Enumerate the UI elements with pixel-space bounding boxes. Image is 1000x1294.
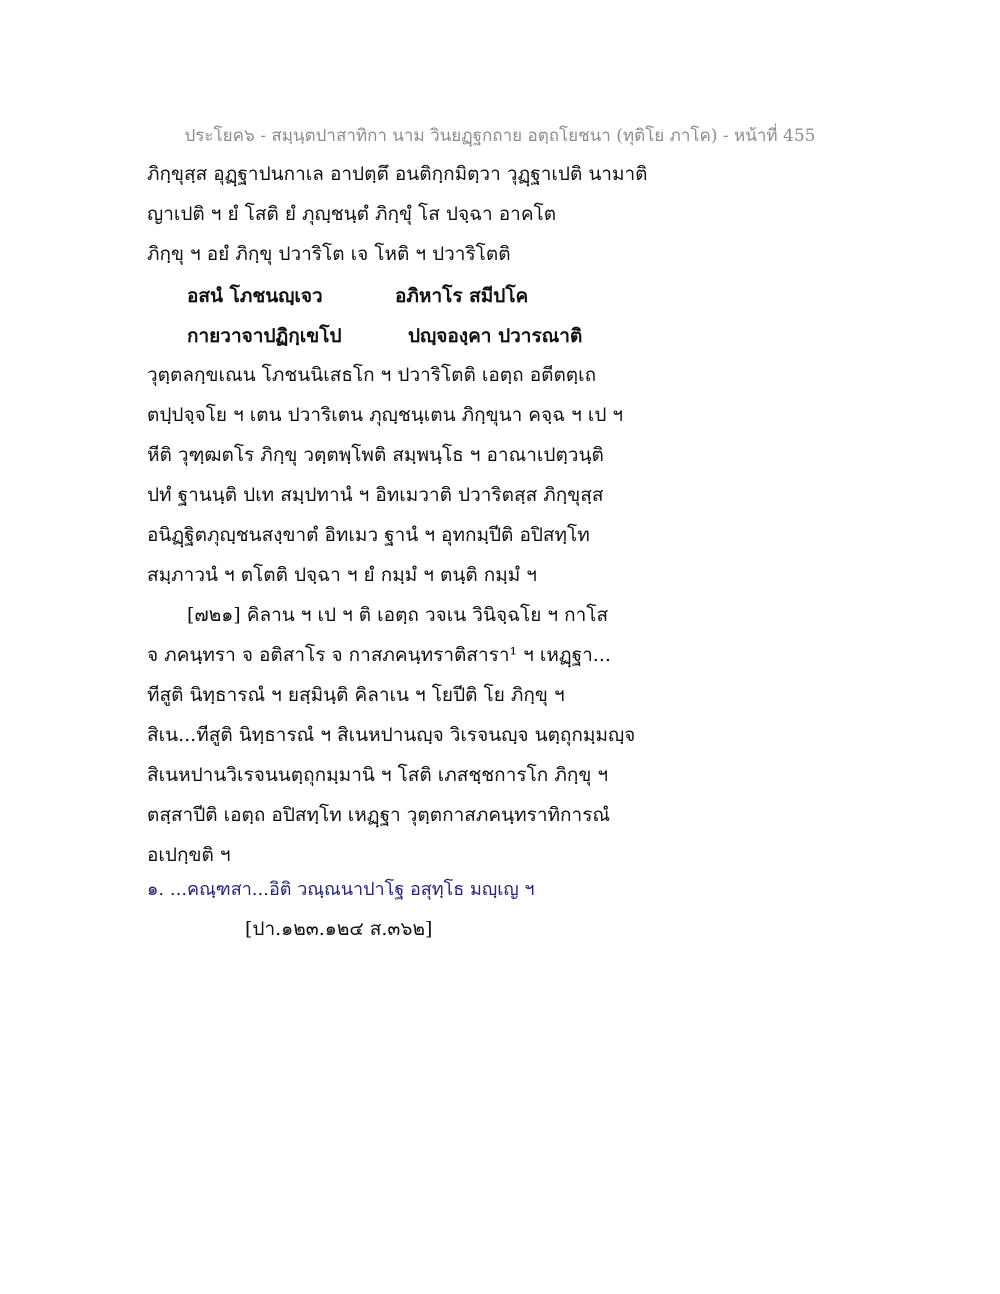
text-line: ตสฺสาปีติ เอตฺถ อปิสทฺโท เหฏฺฐา วุตฺตกาสภคนฺทราทิการณํ xyxy=(147,804,611,826)
text-line: อนิฏฺฐิตภุญฺชนสงฺขาตํ อิทเมว ฐานํ ฯ อุทกมฺปีติ อปิสทฺโท xyxy=(147,524,590,546)
text-line: วุตฺตลกฺขเณน โภชนนิเสธโก ฯ ปวาริโตติ เอตฺถ อตีตตฺเถ xyxy=(147,364,597,386)
text-line: จ ภคนฺทรา จ อติสาโร จ กาสภคนฺทราติสารา¹ ฯ เหฏฺฐา... xyxy=(147,644,611,666)
footnote: ๑. ...คณฺฑสา...อิติ วณฺณนาปาโฐ อสุทฺโธ มญฺเญ ฯ xyxy=(147,879,535,900)
verse-line-2b: ปญฺจองฺคา ปวารณาติ xyxy=(408,325,583,347)
page-header: ประโยค๖ - สมฺนฺตปาสาทิกา นาม วินยฏฺฐกถาย อตฺถโยชนา (ทุติโย ภาโค) - หน้าที่ 455 xyxy=(184,126,816,146)
text-line: หีติ วุฑฺฒตโร ภิกฺขุ วตฺตพฺโพติ สมฺพนฺโธ ฯ อาณาเปตฺวนฺติ xyxy=(147,444,604,466)
text-line: ภิกฺขุ ฯ อยํ ภิกฺขุ ปวาริโต เจ โหติ ฯ ปวาริโตติ xyxy=(147,243,511,265)
verse-line-1b: อภิหาโร สมีปโค xyxy=(395,285,529,307)
text-line: ปทํ ฐานนฺติ ปเท สมฺปทานํ ฯ อิทเมวาติ ปวาริตสฺส ภิกฺขุสฺส xyxy=(147,484,604,506)
verse-line-1a: อสนํ โภชนญฺเจว xyxy=(187,285,323,307)
verse-line-2a: กายวาจาปฏิกฺเขโป xyxy=(187,325,342,347)
text-line: ทีสูติ นิทฺธารณํ ฯ ยสฺมินฺติ คิลาเน ฯ โยปีติ โย ภิกฺขุ ฯ xyxy=(147,684,565,706)
paragraph-start: [๗๒๑] คิลาน ฯ เป ฯ ติ เอตฺถ วจเน วินิจฺฉโย ฯ กาโส xyxy=(187,604,609,626)
text-line: อเปกฺขติ ฯ xyxy=(147,844,231,866)
text-line: ภิกฺขุสฺส อุฏฺฐาปนกาเล อาปตฺตึ อนติกฺกมิตฺวา วุฏฺฐาเปติ นามาติ xyxy=(147,163,648,185)
text-line: สมฺภาวนํ ฯ ตโตติ ปจฺฉา ฯ ยํ กมฺมํ ฯ ตนฺติ กมฺมํ ฯ xyxy=(147,564,537,586)
page-reference: [ปา.๑๒๓.๑๒๔ ส.๓๖๒] xyxy=(245,918,433,940)
text-line: สิเนหปานวิเรจนนตฺถุกมฺมานิ ฯ โสติ เภสชฺชการโก ภิกฺขุ ฯ xyxy=(147,764,609,786)
text-line: ญาเปติ ฯ ยํ โสติ ยํ ภุญฺชนฺตํ ภิกฺขุํ โส ปจฺฉา อาคโต xyxy=(147,203,557,225)
text-line: สิเน...ทีสูติ นิทฺธารณํ ฯ สิเนหปานญฺจ วิเรจนญฺจ นตฺถุกมฺมญฺจ xyxy=(147,724,636,746)
text-line: ตปฺปจฺจโย ฯ เตน ปวาริเตน ภุญฺชนฺเตน ภิกฺขุนา คจฺฉ ฯ เป ฯ xyxy=(147,404,624,426)
